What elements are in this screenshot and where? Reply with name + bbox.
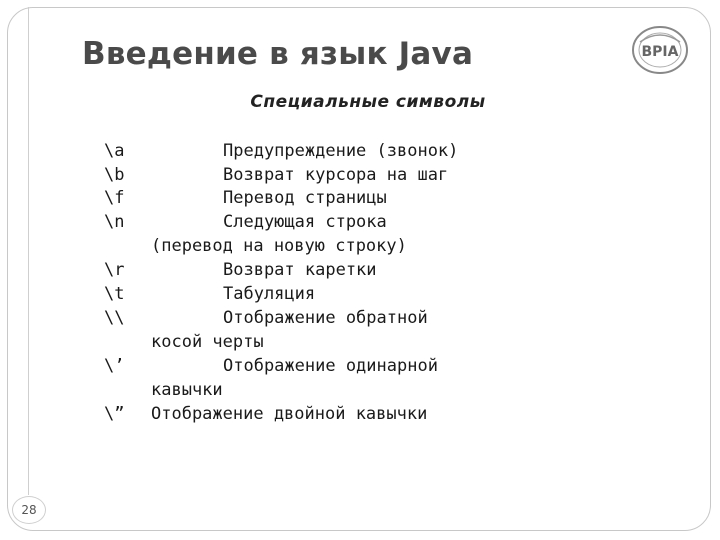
- desc-single-quote-continued: кавычки: [151, 380, 223, 400]
- left-rule: [28, 7, 29, 495]
- slide-title: Введение в язык Java: [82, 36, 474, 72]
- desc-n: Следующая строка: [223, 212, 387, 232]
- code-backslash: \\: [104, 308, 125, 328]
- code-double-quote: \”: [104, 404, 125, 424]
- desc-r: Возврат каретки: [223, 260, 377, 280]
- code-n: \n: [104, 212, 125, 232]
- desc-f: Перевод страницы: [223, 188, 387, 208]
- slide-subtitle: Специальные символы: [250, 92, 486, 112]
- desc-backslash: Отображение обратной: [223, 308, 428, 328]
- logo-text: BPIA: [641, 44, 679, 60]
- code-f: \f: [104, 188, 125, 208]
- code-r: \r: [104, 260, 125, 280]
- code-t: \t: [104, 284, 125, 304]
- desc-backslash-continued: косой черты: [151, 332, 264, 352]
- desc-b: Возврат курсора на шаг: [223, 165, 449, 185]
- code-single-quote: \’: [104, 356, 125, 376]
- desc-double-quote: Отображение двойной кавычки: [151, 404, 428, 424]
- page-number: 28: [12, 496, 46, 524]
- desc-t: Табуляция: [223, 284, 316, 304]
- university-logo-icon: [630, 24, 690, 76]
- desc-a: Предупреждение (звонок): [223, 141, 459, 161]
- code-b: \b: [104, 165, 125, 185]
- code-a: \a: [104, 141, 125, 161]
- desc-n-continued: (перевод на новую строку): [151, 236, 407, 256]
- desc-single-quote: Отображение одинарной: [223, 356, 438, 376]
